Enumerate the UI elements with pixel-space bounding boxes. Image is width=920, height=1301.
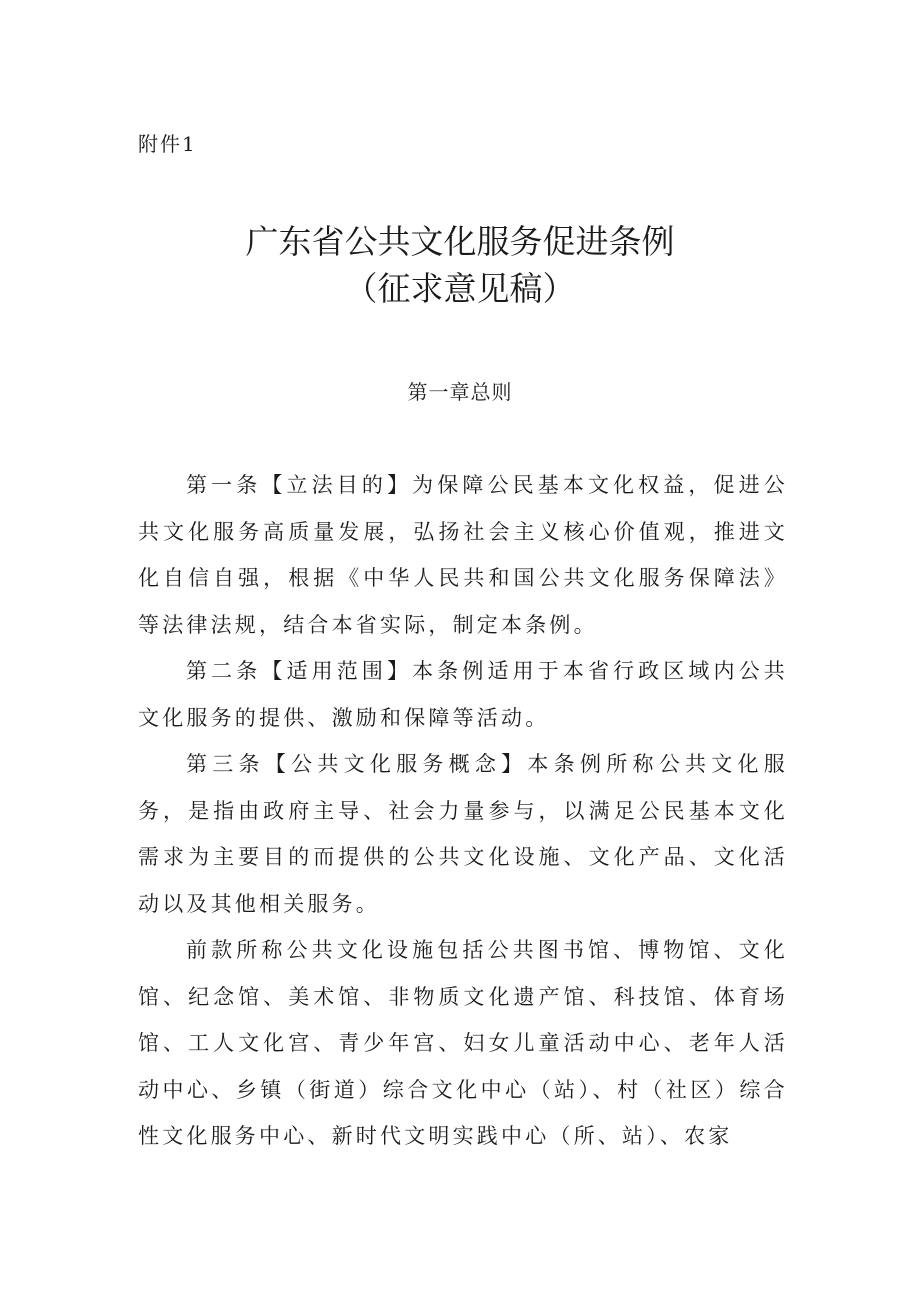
paragraph-article-3: 第三条【公共文化服务概念】本条例所称公共文化服务，是指由政府主导、社会力量参与，以满足公民基本文化需求为主要目的而提供的公共文化设施、文化产品、文化活动以及其他相关服务。 bbox=[138, 752, 788, 916]
document-body bbox=[138, 462, 788, 1160]
attachment-label: 附件1 bbox=[138, 132, 197, 156]
paragraph-article-2: 第二条【适用范围】本条例适用于本省行政区域内公共文化服务的提供、激励和保障等活动。 bbox=[138, 659, 788, 730]
document-subtitle: （征求意见稿） bbox=[344, 269, 576, 308]
paragraph-facilities: 前款所称公共文化设施包括公共图书馆、博物馆、文化馆、纪念馆、美术馆、非物质文化遗产馆、科技馆、体育场馆、工人文化宫、青少年宫、妇女儿童活动中心、老年人活动中心、乡镇（街道）综合文化中心（站）、村（社区）综合性文化服务中心、新时代文明实践中心（所、站）、农家 bbox=[138, 938, 788, 1148]
document-title: 广东省公共文化服务促进条例 bbox=[245, 222, 675, 261]
paragraph-article-1: 第一条【立法目的】为保障公民基本文化权益，促进公共文化服务高质量发展，弘扬社会主义核心价值观，推进文化自信自强，根据《中华人民共和国公共文化服务保障法》等法律法规，结合本省实际，制定本条例。 bbox=[138, 473, 788, 637]
chapter-heading: 第一章总则 bbox=[407, 380, 513, 404]
